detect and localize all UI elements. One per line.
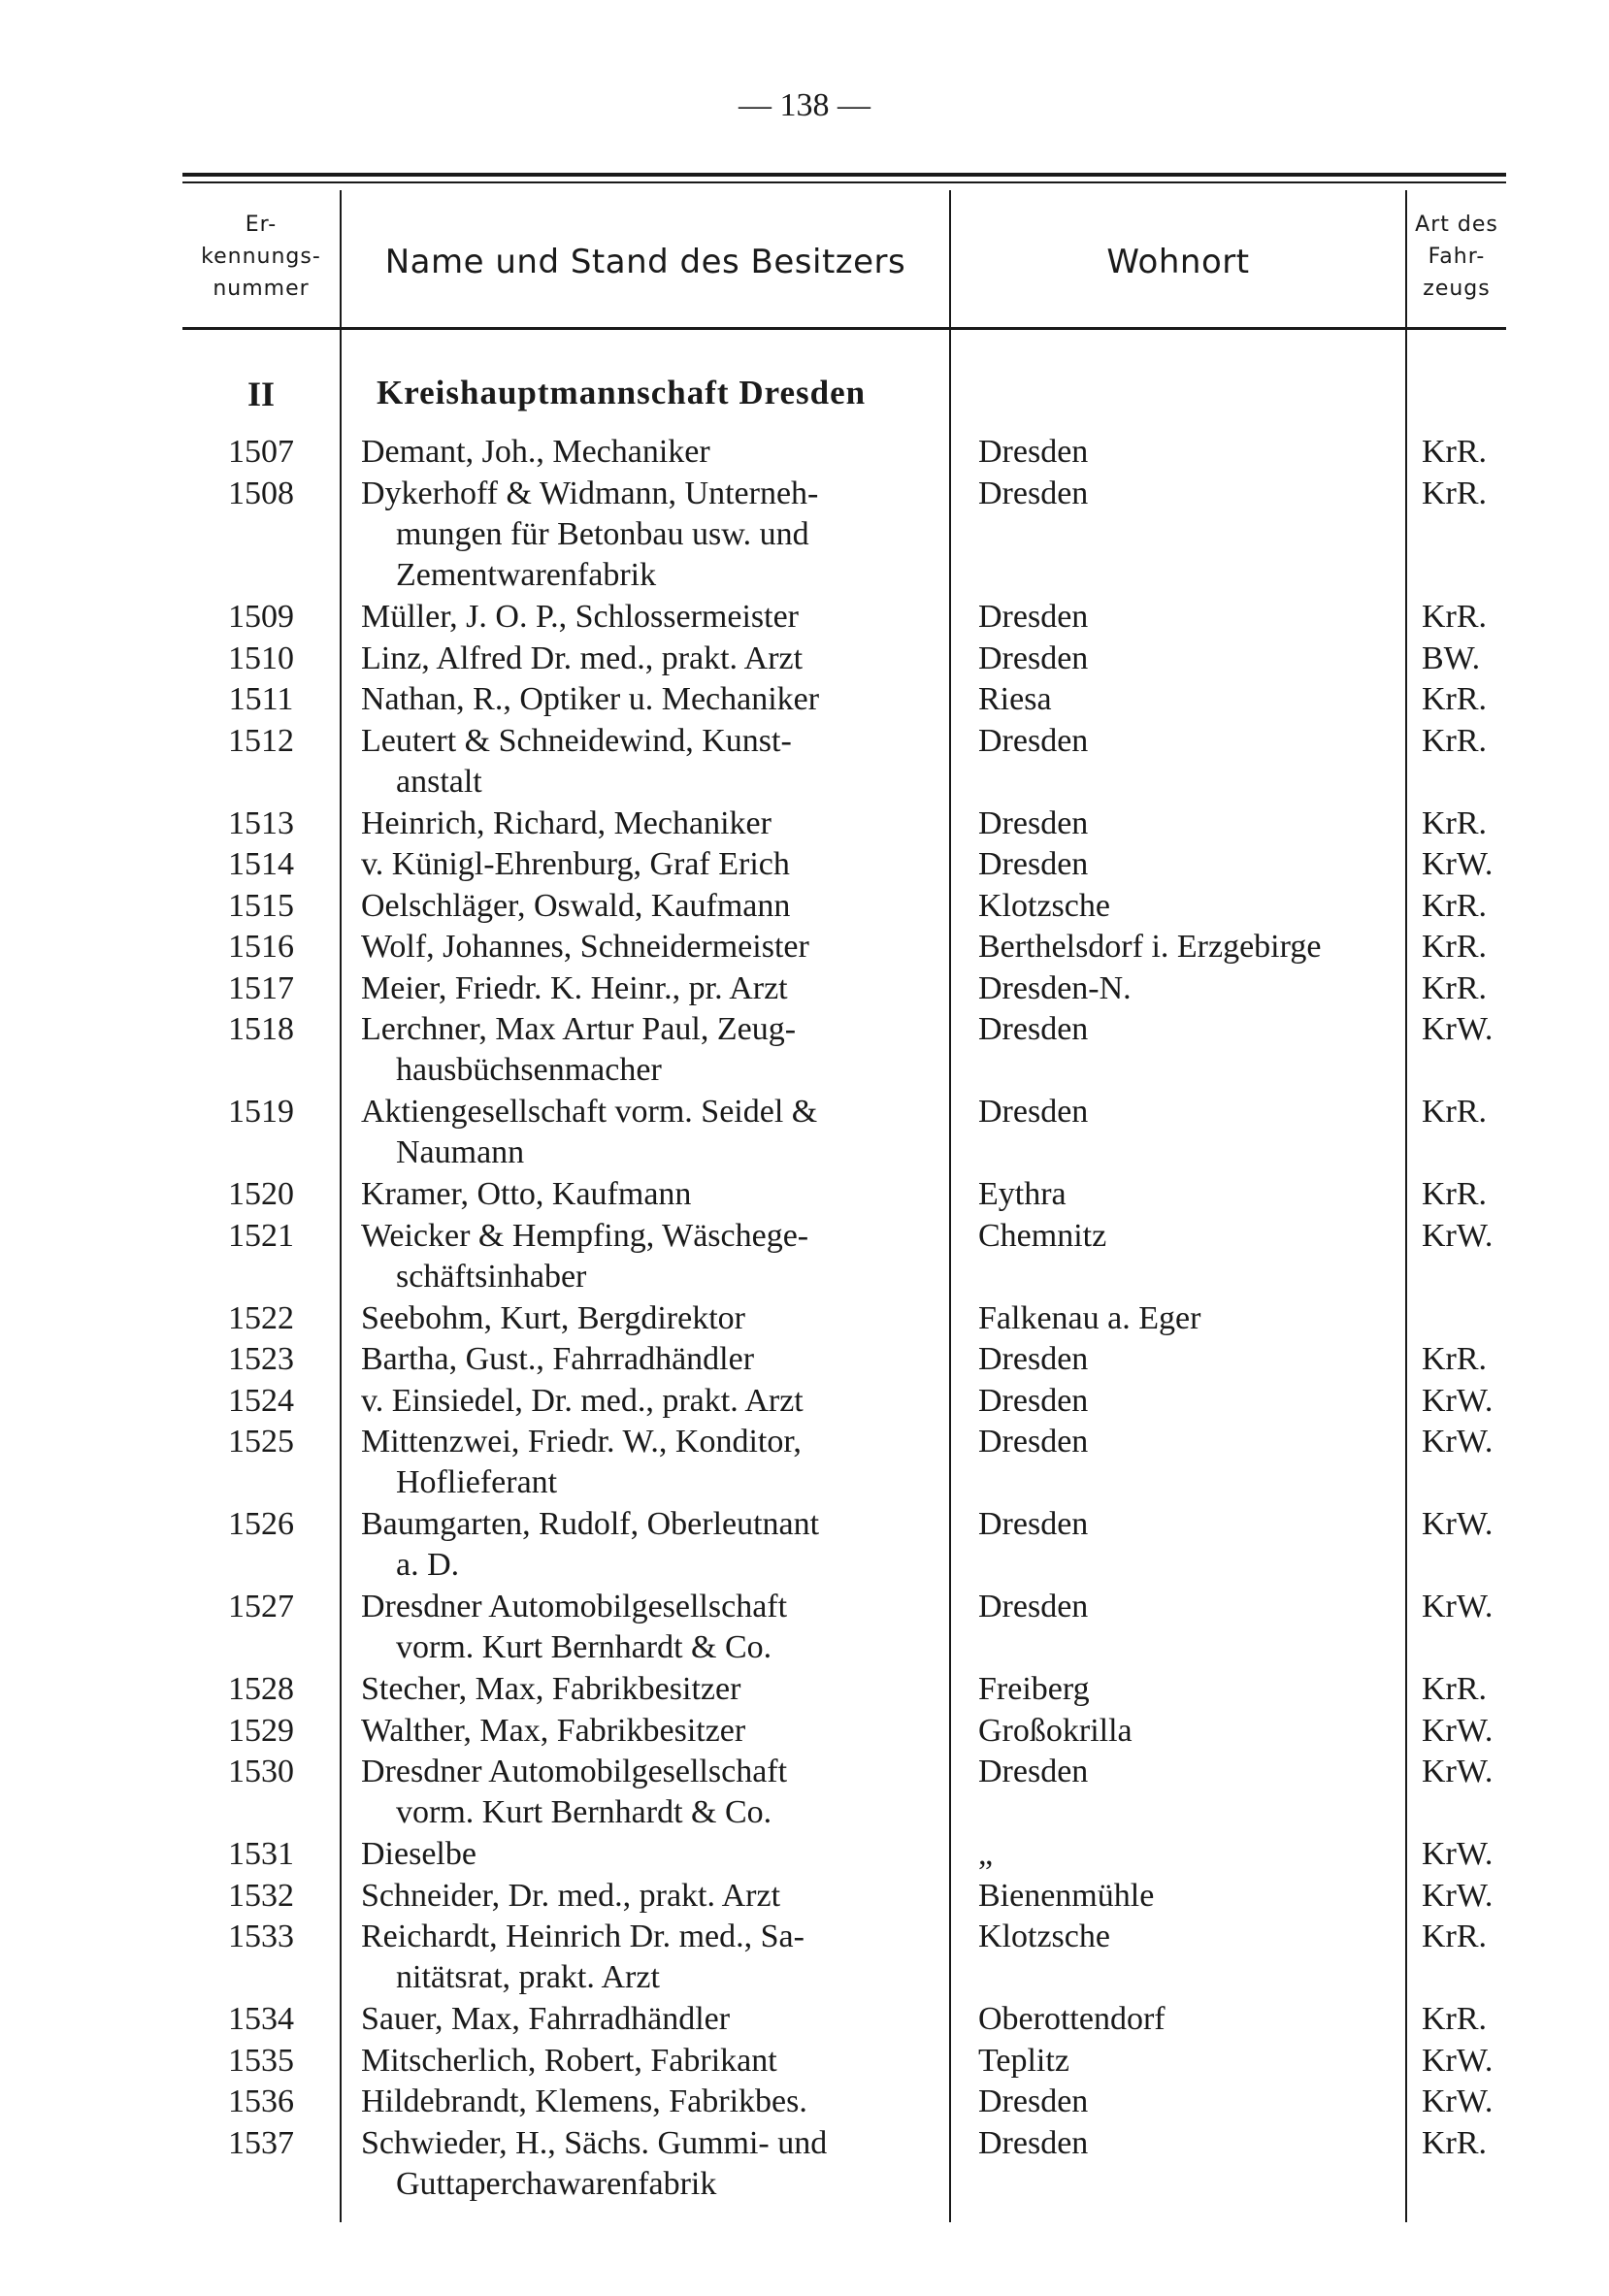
owner-name-continuation: anstalt	[396, 763, 482, 800]
owner-name-line: Mittenzwei, Friedr. W., Konditor,	[361, 1424, 802, 1460]
residence: Dresden	[978, 434, 1089, 470]
owner-name-continuation: Zementwarenfabrik	[396, 556, 657, 593]
vehicle-type: KrW.	[1422, 2083, 1494, 2119]
registration-number: 1526	[228, 1506, 294, 1542]
residence: Dresden	[978, 1424, 1089, 1460]
registration-number: 1515	[228, 887, 294, 924]
owner-name-line: Reichardt, Heinrich Dr. med., Sa-	[361, 1919, 804, 1954]
owner-name-line: v. Künigl-Ehrenburg, Graf Erich	[361, 846, 790, 882]
registration-number: 1532	[228, 1877, 294, 1914]
owner-name	[361, 1339, 934, 1380]
registration-number: 1536	[228, 2083, 294, 2119]
vehicle-type: KrW.	[1422, 1754, 1494, 1789]
vehicle-type: KrW.	[1422, 1217, 1494, 1254]
owner-name-continuation: vorm. Kurt Bernhardt & Co.	[396, 1794, 772, 1830]
owner-name-line: Seebohm, Kurt, Bergdirektor	[361, 1299, 745, 1336]
owner-name-line: Schneider, Dr. med., prakt. Arzt	[361, 1877, 781, 1914]
owner-name-line: Dykerhoff & Widmann, Unterneh-	[361, 475, 819, 511]
vehicle-type: KrR.	[1422, 929, 1488, 965]
owner-name-line: Dieselbe	[361, 1836, 476, 1872]
residence: Dresden	[978, 1341, 1089, 1377]
owner-name-line: Walther, Max, Fabrikbesitzer	[361, 1712, 746, 1749]
registration-number: 1527	[228, 1589, 294, 1624]
header-type-line: Fahr-	[1428, 245, 1486, 269]
residence: Dresden-N.	[978, 969, 1132, 1006]
owner-name-line: Bartha, Gust., Fahrradhändler	[361, 1341, 755, 1377]
registration-number: 1520	[228, 1176, 294, 1212]
residence: „	[978, 1836, 994, 1872]
owner-name-line: v. Einsiedel, Dr. med., prakt. Arzt	[361, 1382, 804, 1419]
vehicle-type: KrR.	[1422, 2001, 1488, 2037]
owner-name	[361, 1669, 934, 1710]
residence: Dresden	[978, 1506, 1089, 1542]
column-divider-3	[1405, 190, 1407, 2222]
owner-name-line: Leutert & Schneidewind, Kunst-	[361, 722, 792, 759]
owner-name-line: Schwieder, H., Sächs. Gummi- und	[361, 2124, 828, 2161]
owner-name-line: Hildebrandt, Klemens, Fabrikbes.	[361, 2083, 807, 2119]
registration-number: 1537	[228, 2124, 294, 2161]
registration-number: 1530	[228, 1754, 294, 1789]
residence: Oberottendorf	[978, 2001, 1166, 2037]
header-vehicle-type	[1407, 209, 1506, 305]
column-divider-1	[340, 190, 342, 2222]
owner-name-line: Wolf, Johannes, Schneidermeister	[361, 929, 809, 965]
owner-name	[361, 1917, 934, 1998]
residence: Dresden	[978, 1382, 1089, 1419]
owner-name-line: Mitscherlich, Robert, Fabrikant	[361, 2042, 777, 2079]
owner-name-continuation: mungen für Betonbau usw. und	[396, 515, 809, 552]
owner-name-line: Baumgarten, Rudolf, Oberleutnant	[361, 1506, 820, 1542]
registration-number: 1517	[228, 969, 294, 1006]
column-divider-2	[949, 190, 951, 2222]
owner-name	[361, 844, 934, 885]
header-type-line: zeugs	[1423, 277, 1491, 301]
owner-name	[361, 1009, 934, 1091]
registration-number: 1512	[228, 722, 294, 759]
vehicle-type: KrR.	[1422, 1919, 1488, 1954]
header-id-number	[182, 209, 340, 305]
vehicle-type: KrW.	[1422, 1836, 1494, 1872]
vehicle-type: KrR.	[1422, 1176, 1488, 1212]
vehicle-type: KrW.	[1422, 1011, 1494, 1047]
owner-name-continuation: Guttaperchawarenfabrik	[396, 2165, 717, 2202]
registration-number: 1522	[228, 1299, 294, 1336]
residence: Dresden	[978, 846, 1089, 882]
vehicle-type: KrR.	[1422, 969, 1488, 1006]
residence: Dresden	[978, 2083, 1089, 2119]
residence: Dresden	[978, 804, 1089, 841]
owner-name	[361, 474, 934, 596]
owner-name	[361, 968, 934, 1009]
vehicle-type: KrW.	[1422, 1877, 1494, 1914]
owner-name	[361, 639, 934, 679]
owner-name	[361, 679, 934, 720]
vehicle-type: KrW.	[1422, 1506, 1494, 1542]
owner-name-continuation: nitätsrat, prakt. Arzt	[396, 1959, 660, 1995]
owner-name	[361, 927, 934, 968]
vehicle-type: KrW.	[1422, 1382, 1494, 1419]
owner-name-line: Heinrich, Richard, Mechaniker	[361, 804, 772, 841]
owner-name-line: Sauer, Max, Fahrradhändler	[361, 2001, 731, 2037]
owner-name	[361, 1834, 934, 1875]
residence: Teplitz	[978, 2042, 1069, 2079]
owner-name	[361, 432, 934, 473]
owner-name-line: Demant, Joh., Mechaniker	[361, 434, 710, 470]
owner-name	[361, 886, 934, 927]
residence: Dresden	[978, 1589, 1089, 1624]
owner-name	[361, 1999, 934, 2040]
vehicle-type: KrR.	[1422, 599, 1488, 635]
residence: Dresden	[978, 640, 1089, 676]
header-bottom-rule	[182, 327, 1506, 330]
top-rule-thick	[182, 173, 1506, 177]
owner-name	[361, 1174, 934, 1215]
owner-name-line: Meier, Friedr. K. Heinr., pr. Arzt	[361, 969, 788, 1006]
registration-number: 1518	[228, 1011, 294, 1047]
registration-number: 1507	[228, 434, 294, 470]
registration-number: 1529	[228, 1712, 294, 1749]
owner-name-continuation: Hoflieferant	[396, 1464, 558, 1500]
owner-name-line: Stecher, Max, Fabrikbesitzer	[361, 1671, 741, 1707]
owner-name-line: Oelschläger, Oswald, Kaufmann	[361, 887, 791, 924]
owner-name-continuation: a. D.	[396, 1547, 460, 1583]
registration-number: 1535	[228, 2042, 294, 2079]
residence: Dresden	[978, 2124, 1089, 2161]
residence: Chemnitz	[978, 1217, 1107, 1254]
vehicle-type: KrR.	[1422, 1341, 1488, 1377]
owner-name	[361, 1587, 934, 1668]
owner-name	[361, 1711, 934, 1752]
owner-name	[361, 1876, 934, 1917]
owner-name-line: Müller, J. O. P., Schlossermeister	[361, 599, 799, 635]
vehicle-type: KrW.	[1422, 1424, 1494, 1460]
vehicle-type: KrW.	[1422, 1712, 1494, 1749]
residence: Riesa	[978, 681, 1052, 717]
owner-name	[361, 2041, 934, 2082]
registration-number: 1514	[228, 846, 294, 882]
vehicle-type: KrR.	[1422, 722, 1488, 759]
registration-number: 1528	[228, 1671, 294, 1707]
vehicle-type: KrR.	[1422, 2124, 1488, 2161]
registration-number: 1516	[228, 929, 294, 965]
vehicle-type: KrR.	[1422, 1094, 1488, 1130]
owner-name-continuation: hausbüchsenmacher	[396, 1052, 662, 1088]
registration-number: 1523	[228, 1341, 294, 1377]
owner-name-continuation: Naumann	[396, 1134, 525, 1170]
registration-number: 1525	[228, 1424, 294, 1460]
registration-number: 1533	[228, 1919, 294, 1954]
header-residence: Wohnort	[1106, 243, 1250, 281]
page-number: — 138 —	[739, 87, 870, 123]
registration-number: 1509	[228, 599, 294, 635]
registration-number: 1519	[228, 1094, 294, 1130]
header-id-line: Er-	[245, 213, 278, 237]
owner-name	[361, 1752, 934, 1833]
owner-name	[361, 1298, 934, 1339]
owner-name	[361, 1422, 934, 1503]
residence: Berthelsdorf i. Erzgebirge	[978, 929, 1322, 965]
owner-name-line: Kramer, Otto, Kaufmann	[361, 1176, 692, 1212]
owner-name-continuation: schäftsinhaber	[396, 1258, 587, 1295]
owner-name	[361, 2082, 934, 2122]
residence: Dresden	[978, 1011, 1089, 1047]
residence: Eythra	[978, 1176, 1067, 1212]
residence: Bienenmühle	[978, 1877, 1155, 1914]
vehicle-type: KrR.	[1422, 681, 1488, 717]
vehicle-type: KrW.	[1422, 1589, 1494, 1624]
section-number: II	[246, 375, 276, 413]
owner-name	[361, 1381, 934, 1422]
registration-number: 1524	[228, 1382, 294, 1419]
registration-number: 1511	[228, 681, 294, 717]
registration-number: 1531	[228, 1836, 294, 1872]
registration-number: 1521	[228, 1217, 294, 1254]
owner-name-line: Dresdner Automobilgesellschaft	[361, 1589, 788, 1624]
owner-name	[361, 804, 934, 844]
header-id-line: kennungs-	[201, 245, 321, 269]
owner-name	[361, 1504, 934, 1586]
owner-name	[361, 721, 934, 803]
residence: Klotzsche	[978, 1919, 1110, 1954]
owner-name-line: Weicker & Hempfing, Wäschege-	[361, 1217, 809, 1254]
vehicle-type: KrR.	[1422, 434, 1488, 470]
residence: Dresden	[978, 475, 1089, 511]
residence: Klotzsche	[978, 887, 1110, 924]
residence: Falkenau a. Eger	[978, 1299, 1201, 1336]
header-owner: Name und Stand des Besitzers	[384, 243, 906, 281]
residence: Dresden	[978, 722, 1089, 759]
vehicle-type: KrR.	[1422, 887, 1488, 924]
owner-name	[361, 2123, 934, 2205]
header-id-line: nummer	[213, 277, 310, 301]
top-rule-thin	[182, 181, 1506, 183]
vehicle-type: KrR.	[1422, 475, 1488, 511]
registration-number: 1508	[228, 475, 294, 511]
owner-name	[361, 597, 934, 638]
owner-name-line: Aktiengesellschaft vorm. Seidel &	[361, 1094, 818, 1130]
vehicle-type: KrW.	[1422, 846, 1494, 882]
registration-number: 1513	[228, 804, 294, 841]
registration-number: 1510	[228, 640, 294, 676]
header-type-line: Art des	[1415, 213, 1498, 237]
owner-name-line: Dresdner Automobilgesellschaft	[361, 1754, 788, 1789]
owner-name-line: Lerchner, Max Artur Paul, Zeug-	[361, 1011, 797, 1047]
registration-number: 1534	[228, 2001, 294, 2037]
residence: Großokrilla	[978, 1712, 1133, 1749]
section-title: Kreishauptmannschaft Dresden	[377, 374, 867, 411]
owner-name	[361, 1092, 934, 1173]
vehicle-type: KrW.	[1422, 2042, 1494, 2079]
residence: Freiberg	[978, 1671, 1090, 1707]
vehicle-type: BW.	[1422, 640, 1481, 676]
owner-name-line: Linz, Alfred Dr. med., prakt. Arzt	[361, 640, 804, 676]
owner-name-line: Nathan, R., Optiker u. Mechaniker	[361, 681, 820, 717]
owner-name	[361, 1216, 934, 1297]
residence: Dresden	[978, 1754, 1089, 1789]
residence: Dresden	[978, 599, 1089, 635]
residence: Dresden	[978, 1094, 1089, 1130]
vehicle-type: KrR.	[1422, 1671, 1488, 1707]
vehicle-type: KrR.	[1422, 804, 1488, 841]
owner-name-continuation: vorm. Kurt Bernhardt & Co.	[396, 1629, 772, 1665]
